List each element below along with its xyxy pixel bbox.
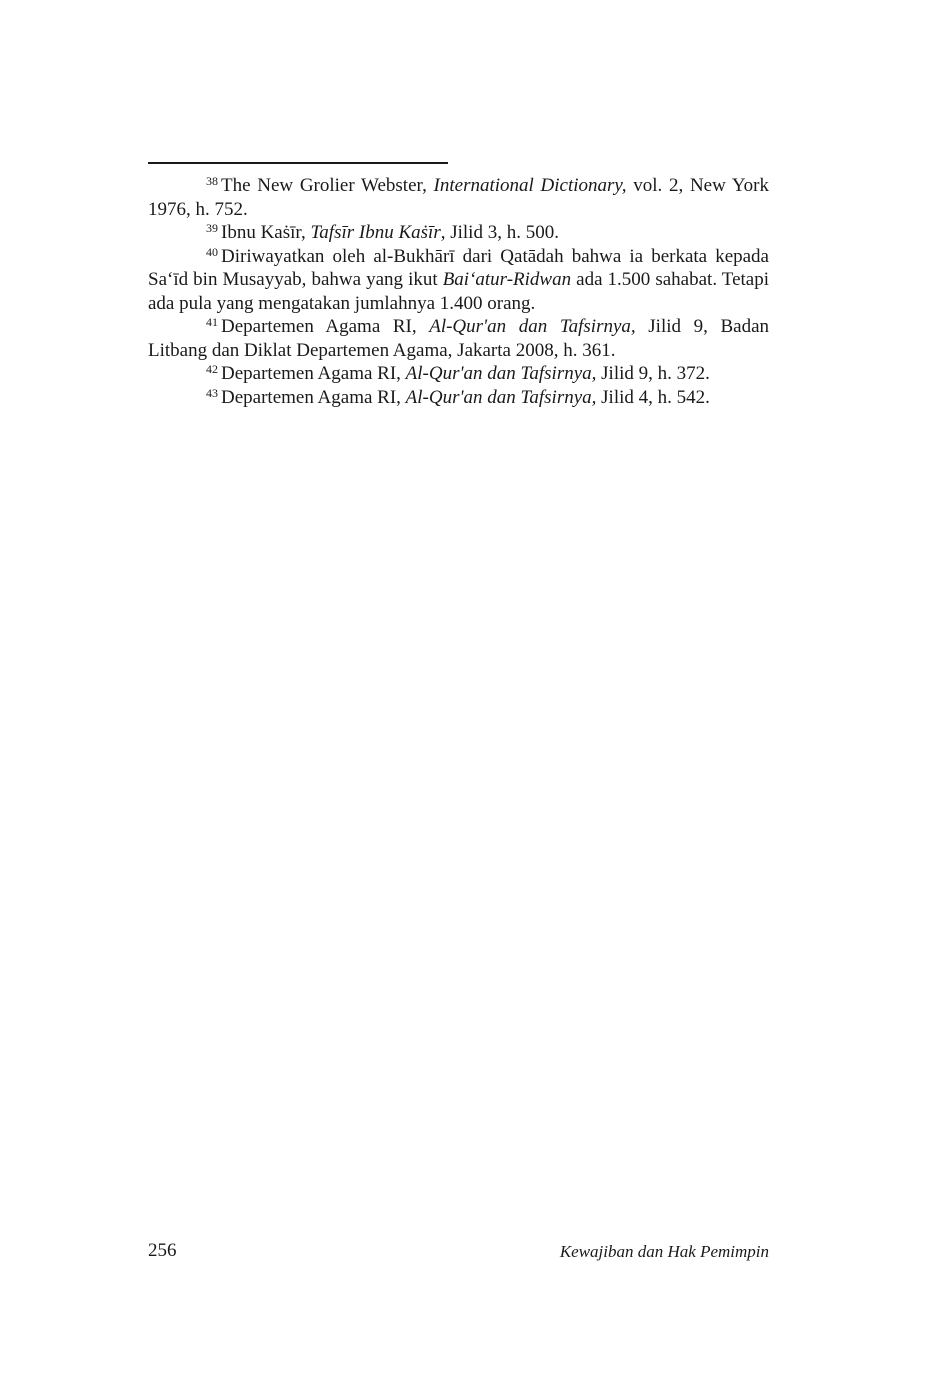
footnotes-section xyxy=(148,174,769,409)
footnote-38 xyxy=(148,174,769,221)
footnote-text: Departemen Agama RI, xyxy=(221,316,430,337)
footnote-italic-title: Al-Qur'an dan Tafsirnya, xyxy=(429,316,636,337)
footnote-text: Departemen Agama RI, xyxy=(221,363,406,384)
footnote-number: 41 xyxy=(206,315,218,329)
footnote-number: 43 xyxy=(206,385,218,400)
footnote-italic-title: Bai‘atur-Ridwan xyxy=(442,269,572,290)
running-title: Kewajiban dan Hak Pemimpin xyxy=(559,1242,769,1261)
footnote-43 xyxy=(148,386,769,410)
footnote-text: Diriwayatkan oleh al-Bukhārī dari Qatādah bahwa ia berkata kepada Sa‘īd bin Musayyab, bahwa yang ikut xyxy=(148,245,769,290)
footnote-text: ada 1.500 sahabat. Tetapi ada pula yang mengatakan jumlahnya 1.400 orang. xyxy=(148,269,769,314)
footnote-text: vol. 2, New York 1976, h. 752. xyxy=(148,175,769,220)
footnote-number: 39 xyxy=(206,221,218,235)
footnote-italic-title: Al-Qur'an dan Tafsirnya, xyxy=(405,363,597,384)
footnote-number: 42 xyxy=(206,362,218,376)
footnote-number: 40 xyxy=(206,244,218,259)
footnote-italic-title: International Dictionary, xyxy=(433,175,627,196)
footnote-number: 38 xyxy=(206,174,218,188)
footnote-text: Departemen Agama RI, xyxy=(221,386,406,408)
page-number: 256 xyxy=(148,1240,177,1261)
footnote-41 xyxy=(148,315,769,362)
footnote-text: , Jilid 3, h. 500. xyxy=(440,222,559,243)
footnote-text: Jilid 9, h. 372. xyxy=(596,363,710,384)
footnote-text: Jilid 9, Badan Litbang dan Diklat Departemen Agama, Jakarta 2008, h. 361. xyxy=(148,316,769,361)
footnote-42 xyxy=(148,362,769,386)
footnote-separator-rule xyxy=(148,162,448,164)
footnote-italic-title: Tafsīr Ibnu Kaṡīr xyxy=(310,222,441,243)
footnote-text: Ibnu Kaṡīr, xyxy=(221,222,311,243)
footnote-40 xyxy=(148,245,769,316)
footnote-text: The New Grolier Webster, xyxy=(221,175,434,196)
page-footer xyxy=(148,1240,769,1270)
footnote-italic-title: Al-Qur'an dan Tafsirnya, xyxy=(405,386,597,408)
footnote-text: Jilid 4, h. 542. xyxy=(596,386,710,408)
footnote-39 xyxy=(148,221,769,245)
